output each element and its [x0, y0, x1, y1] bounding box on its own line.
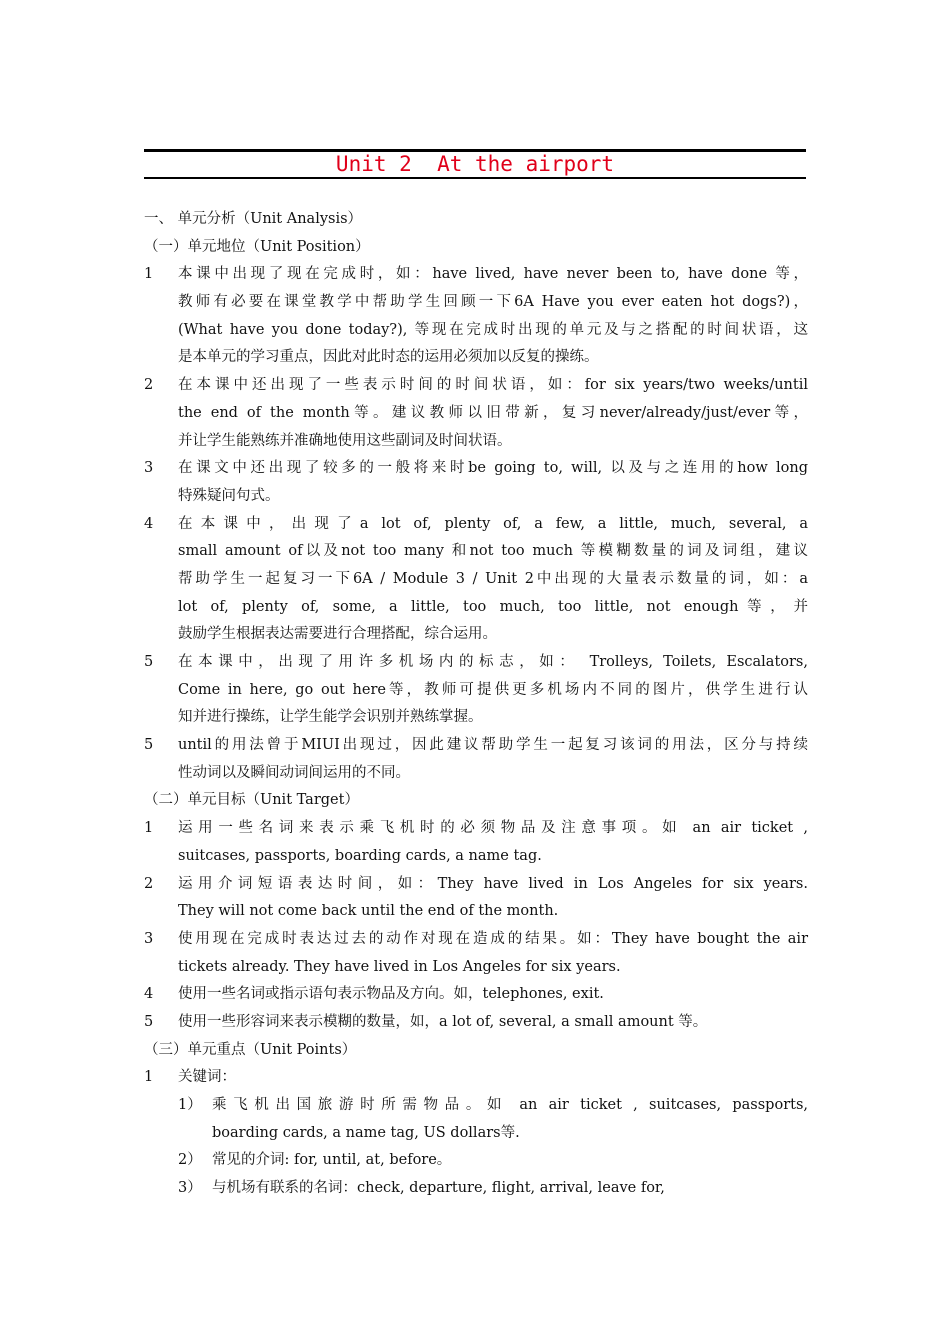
unit-position-item — [144, 732, 808, 787]
text-line: 性动词以及瞬间动词间运用的不同。 — [178, 764, 410, 781]
list-item-number: 1 — [144, 1069, 154, 1086]
text-line: 在本课中，出现了a lot of, plenty of, a few, a little, much, several, a — [178, 515, 808, 532]
text-line: 使用一些形容词来表示模糊的数量，如，a lot of, several, a small amount 等。 — [178, 1013, 708, 1030]
list-item-number: 3 — [144, 930, 154, 947]
key-words-subitem — [144, 1092, 808, 1147]
text-line: 是本单元的学习重点，因此对此时态的运用必须加以反复的操练。 — [178, 349, 599, 366]
list-item-number: 1 — [144, 266, 154, 283]
key-words-subitem — [144, 1175, 808, 1203]
list-item-text: 关键词： — [178, 1069, 236, 1086]
title-bottom-rule — [144, 177, 806, 179]
subsection-heading-unit-target: （二）单元目标（Unit Target） — [144, 792, 359, 809]
subsection-heading-unit-points: （三）单元重点（Unit Points） — [144, 1041, 357, 1058]
unit-target-list — [144, 815, 808, 1037]
unit-target-item — [144, 1009, 808, 1037]
text-line: the end of the month等。建议教师以旧带新，复习never/already/just/ever等， — [178, 404, 808, 421]
unit-position-item — [144, 372, 808, 455]
list-item-text — [178, 455, 808, 510]
unit-position-item — [144, 261, 808, 372]
list-item-text — [212, 1092, 808, 1147]
list-item-text — [178, 871, 808, 926]
list-item-text — [178, 649, 808, 732]
text-line: tickets already. They have lived in Los Angeles for six years. — [178, 958, 621, 975]
text-line: boarding cards, a name tag, US dollars等. — [212, 1124, 520, 1141]
list-item-number: 2） — [178, 1152, 202, 1169]
list-item-number: 2 — [144, 377, 154, 394]
list-item-text — [178, 261, 808, 372]
list-item-number: 2 — [144, 875, 154, 892]
list-item-text — [178, 732, 808, 787]
section-heading-unit-analysis: 一、 单元分析（Unit Analysis） — [144, 211, 363, 227]
text-line: 帮助学生一起复习一下6A / Module 3 / Unit 2中出现的大量表示数量的词，如：a — [178, 570, 808, 587]
text-line: 在课文中还出现了较多的一般将来时be going to, will, 以及与之连用的how long — [178, 460, 808, 477]
list-item-text — [178, 926, 808, 981]
unit-target-item — [144, 815, 808, 870]
key-words-subitem — [144, 1147, 808, 1175]
list-item-number: 1 — [144, 820, 154, 837]
unit-position-item — [144, 649, 808, 732]
unit-position-item — [144, 455, 808, 510]
list-item-text — [212, 1175, 808, 1203]
unit-target-item — [144, 981, 808, 1009]
text-line: 常见的介词: for, until, at, before。 — [212, 1152, 452, 1169]
document-body — [144, 206, 808, 1203]
list-item-text — [178, 372, 808, 455]
list-item-number: 5 — [144, 737, 154, 754]
text-line: 鼓励学生根据表达需要进行合理搭配，综合运用。 — [178, 626, 497, 643]
list-item-number: 4 — [144, 515, 154, 532]
text-line: 特殊疑问句式。 — [178, 487, 280, 504]
list-item-text — [178, 815, 808, 870]
list-item-number: 5 — [144, 1013, 154, 1030]
text-line: 本课中出现了现在完成时，如：have lived, have never been to, have done 等， — [178, 266, 808, 283]
unit-target-item — [144, 871, 808, 926]
text-line: 乘飞机出国旅游时所需物品。如 an air ticket , suitcases, passports, — [212, 1097, 808, 1113]
text-line: 在本课中还出现了一些表示时间的时间状语，如：for six years/two weeks/until — [178, 377, 808, 394]
key-words-sublist — [144, 1092, 808, 1203]
text-line: 并让学生能熟练并准确地使用这些副词及时间状语。 — [178, 432, 512, 449]
list-item-text — [178, 1009, 808, 1037]
text-line: until的用法曾于MIUI出现过，因此建议帮助学生一起复习该词的用法，区分与持续 — [178, 737, 808, 754]
list-item-number: 3） — [178, 1180, 202, 1197]
subsection-heading-unit-position: （一）单元地位（Unit Position） — [144, 238, 370, 255]
text-line: lot of, plenty of, some, a little, too much, too little, not enough等，并 — [178, 598, 808, 615]
unit-position-list — [144, 261, 808, 787]
text-line: 教师有必要在课堂教学中帮助学生回顾一下6A Have you ever eaten hot dogs?)， — [178, 294, 808, 311]
text-line: 使用一些名词或指示语句表示物品及方向。如，telephones, exit. — [178, 986, 604, 1003]
points-item — [144, 1064, 808, 1092]
text-line: suitcases, passports, boarding cards, a name tag. — [178, 847, 542, 864]
list-item-text — [178, 981, 808, 1009]
text-line: small amount of以及not too many 和not too much 等模糊数量的词及词组，建议 — [178, 543, 808, 560]
text-line: 在本课中，出现了用许多机场内的标志，如： Trolleys, Toilets, Escalators, — [178, 654, 808, 670]
unit-position-item — [144, 511, 808, 649]
text-line: 使用现在完成时表达过去的动作对现在造成的结果。如：They have bought the air — [178, 930, 808, 947]
text-line: 运用介词短语表达时间，如：They have lived in Los Angeles for six years. — [178, 875, 808, 892]
list-item-number: 3 — [144, 460, 154, 477]
text-line: 与机场有联系的名词：check, departure, flight, arrival, leave for, — [212, 1180, 665, 1197]
list-item-number: 5 — [144, 654, 154, 670]
text-line: Come in here, go out here等，教师可提供更多机场内不同的图片，供学生进行认 — [178, 681, 808, 698]
text-line: They will not come back until the end of the month. — [178, 903, 559, 920]
text-line: 运用一些名词来表示乘飞机时的必须物品及注意事项。如 an air ticket , — [178, 820, 808, 837]
text-line: (What have you done today?), 等现在完成时出现的单元及与之搭配的时间状语，这 — [178, 321, 808, 338]
text-line: 知并进行操练，让学生能学会识别并熟练掌握。 — [178, 709, 483, 726]
document-title: Unit 2 At the airport — [335, 152, 615, 176]
list-item-text — [212, 1147, 808, 1175]
list-item-number: 4 — [144, 986, 154, 1003]
list-item-text — [178, 511, 808, 649]
unit-target-item — [144, 926, 808, 981]
list-item-number: 1） — [178, 1097, 202, 1113]
